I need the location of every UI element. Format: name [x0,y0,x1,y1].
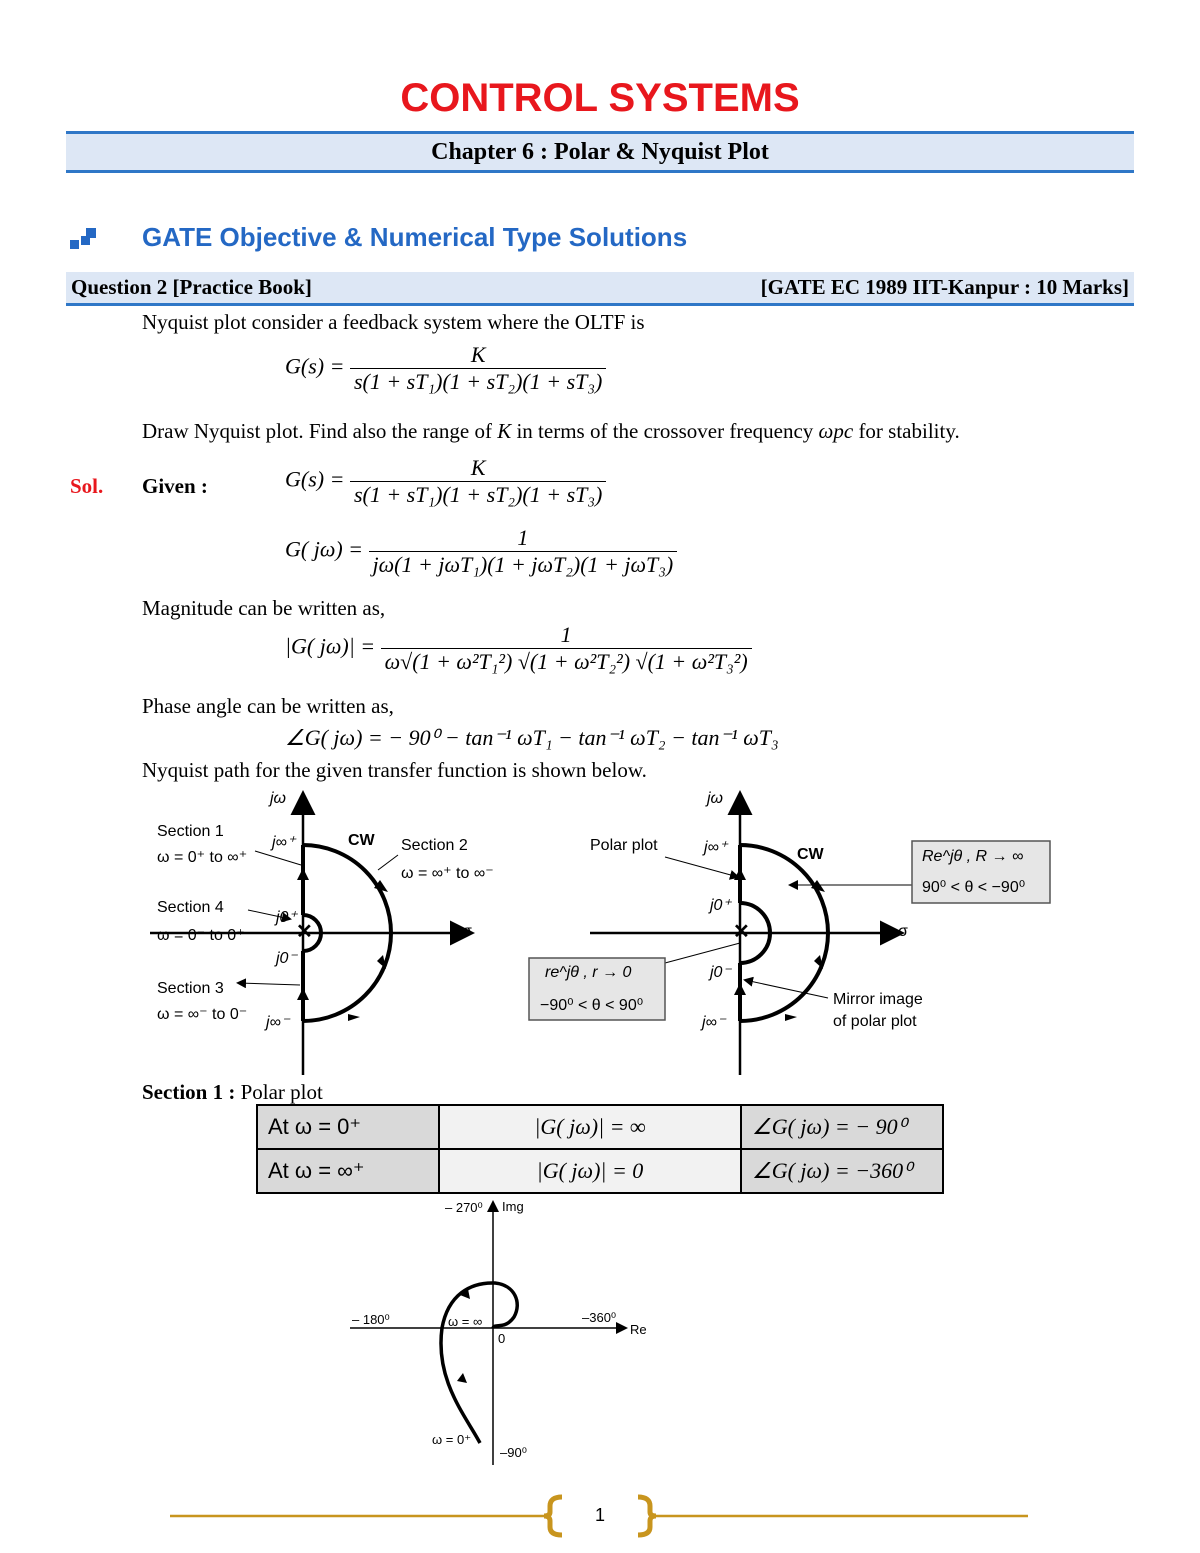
task-text-a: Draw Nyquist plot. Find also the range of [142,419,498,443]
left-jinf-minus: j∞⁻ [266,1014,290,1031]
table-cell-mag: |G( jω)| = 0 [439,1149,741,1193]
left-jw: jω [270,790,287,807]
mirror-line2: of polar plot [833,1013,917,1030]
right-j0-plus: j0⁺ [710,897,731,914]
task-text-b: in terms of the crossover frequency [511,419,819,443]
mag-den: ω√(1 + ω²T₁²) √(1 + ω²T₂²) √(1 + ω²T₃²) [384,649,748,674]
task-text-c: for stability. [853,419,960,443]
gjw-num: 1 [369,525,678,552]
gs-den: s(1 + sT₁)(1 + sT₂)(1 + sT₃) [353,369,603,394]
equation-magnitude [285,622,752,675]
question-source: [GATE EC 1989 IIT-Kanpur : 10 Marks] [760,275,1129,299]
section4-title: Section 4 [157,899,224,916]
polar-right: –360⁰ [582,1310,617,1325]
polar-re: Re [630,1322,647,1337]
mirror-line1: Mirror image [833,991,923,1008]
right-sigma: σ [898,923,908,940]
polar-w-zero: ω = 0⁺ [432,1432,472,1447]
bullet-icon [70,228,98,250]
section-heading: GATE Objective & Numerical Type Solutions [142,222,688,252]
page-number: 1 [594,1505,605,1525]
equation-gjw [285,525,677,578]
right-jw: jω [707,790,724,807]
mag-lhs: |G( jω)| = [285,633,376,659]
sol-label: Sol. [70,474,104,498]
table-row [257,1149,943,1193]
left-j0-plus: j0⁺ [276,909,297,926]
document-title: CONTROL SYSTEMS [400,76,800,120]
polar-labels [340,1195,680,1470]
path-text: Nyquist path for the given transfer function is shown below. [142,758,647,782]
equation-gs [285,342,606,395]
table-cell-at: At ω = 0⁺ [257,1105,439,1149]
box1-line1: Re^jθ , R → ∞ [922,848,1024,865]
polar-plot-label: Polar plot [590,837,658,854]
gs-num-2: K [350,455,606,482]
polar-origin: 0 [498,1331,506,1346]
table-cell-phase: ∠G( jω) = − 90⁰ [741,1105,943,1149]
polar-left: – 180⁰ [352,1312,390,1327]
section1-text: Polar plot [235,1080,323,1104]
section3-range: ω = ∞⁻ to 0⁻ [157,1006,248,1023]
section4-range: ω = 0⁻ to 0⁺ [157,927,245,944]
polar-w-inf: ω = ∞ [448,1314,483,1329]
section1-title: Section 1 [157,823,224,840]
equation-phase: ∠G( jω) = − 90⁰ − tan⁻¹ ωT₁ − tan⁻¹ ωT₂ − tan⁻¹ ωT₃ [285,725,779,750]
table-cell-phase: ∠G( jω) = −360⁰ [741,1149,943,1193]
left-cw: CW [348,832,375,849]
gs-lhs-2: G(s) = [285,466,345,492]
section1-label: Section 1 : [142,1080,236,1104]
question-intro: Nyquist plot consider a feedback system where the OLTF is [142,310,645,334]
section3-title: Section 3 [157,980,224,997]
equation-gs-given [285,455,606,508]
gjw-lhs: G( jω) = [285,536,364,562]
table-cell-mag: |G( jω)| = ∞ [439,1105,741,1149]
chapter-bar: Chapter 6 : Polar & Nyquist Plot [66,131,1134,173]
right-j0-minus: j0⁻ [710,964,731,981]
right-cw: CW [797,846,824,863]
phase-text: Phase angle can be written as, [142,694,394,718]
box1-line2: 90⁰ < θ < −90⁰ [922,879,1026,896]
question-task [142,419,960,444]
svg-text:✕: ✕ [296,921,313,943]
diagram-labels [0,785,1200,1085]
magnitude-text: Magnitude can be written as, [142,596,386,620]
mag-num: 1 [381,622,752,649]
given-label: Given : [142,474,208,498]
section2-range: ω = ∞⁺ to ∞⁻ [401,865,494,882]
left-sigma: σ [462,923,472,940]
gs-num: K [350,342,606,369]
gs-den-2: s(1 + sT₁)(1 + sT₂)(1 + sT₃) [353,482,603,507]
task-omega: ωpc [818,419,854,443]
section1-heading [142,1080,323,1105]
left-j0-minus: j0⁻ [276,950,297,967]
section1-range: ω = 0⁺ to ∞⁺ [157,849,248,866]
gs-lhs: G(s) = [285,353,345,379]
section1-table [256,1104,944,1194]
polar-img: Img [502,1199,524,1214]
right-jinf-minus: j∞⁻ [702,1014,726,1031]
left-jinf-plus: j∞⁺ [272,834,296,851]
polar-bottom: –90⁰ [500,1445,527,1460]
svg-text:✕: ✕ [733,921,750,943]
box2-line1: re^jθ , r → 0 [545,964,632,981]
section2-title: Section 2 [401,837,468,854]
table-row [257,1105,943,1149]
box2-line2: −90⁰ < θ < 90⁰ [540,997,644,1014]
right-jinf-plus: j∞⁺ [704,839,728,856]
task-k: K [497,419,512,443]
table-cell-at: At ω = ∞⁺ [257,1149,439,1193]
question-bar [66,272,1134,306]
question-label: Question 2 [Practice Book] [71,275,312,299]
gjw-den: jω(1 + jωT₁)(1 + jωT₂)(1 + jωT₃) [372,552,674,577]
polar-top: – 270⁰ [445,1200,483,1215]
